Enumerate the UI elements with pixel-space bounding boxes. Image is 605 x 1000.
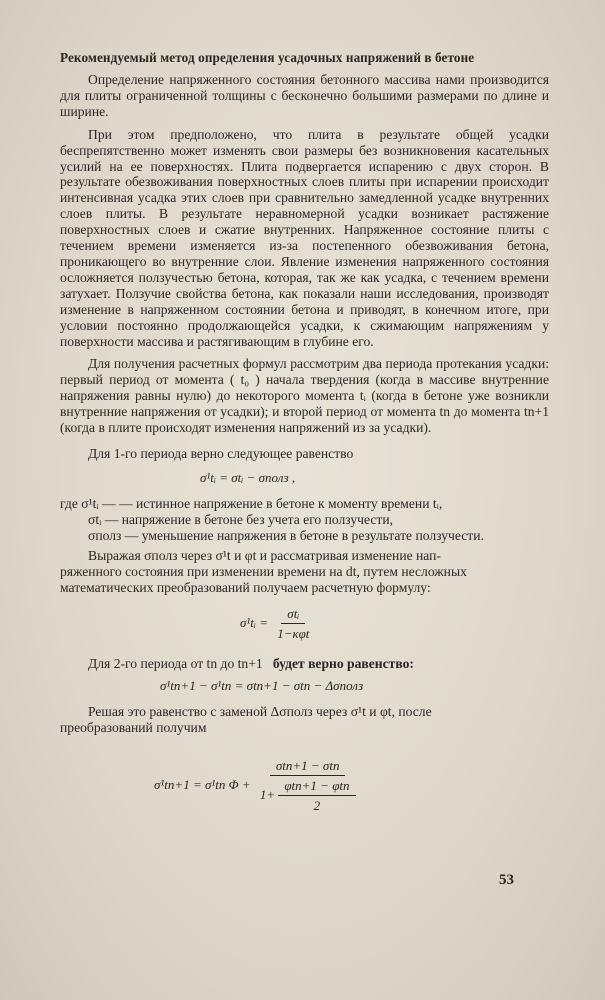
formula-2-denominator: 1−кφt bbox=[277, 625, 310, 641]
solving-line-1: Решая это равенство с заменой Δσполз через σ¹t и φt, после bbox=[88, 703, 432, 719]
period1-intro: Для 1-го периода верно следующее равенство bbox=[88, 445, 354, 461]
formula-4-lhs: σ¹tn+1 = σ¹tn Φ + bbox=[154, 776, 251, 792]
formula-4-fraction bbox=[254, 758, 362, 814]
formula-2-lhs: σ¹tᵢ = bbox=[240, 614, 268, 630]
formula-1: σ¹tᵢ = σtᵢ − σполз , bbox=[200, 469, 296, 485]
formula-2 bbox=[240, 606, 549, 642]
period2-intro-bold: будет верно равенство: bbox=[272, 655, 414, 671]
period2-intro-text: Для 2-го периода от tn до tn+1 bbox=[88, 655, 263, 671]
formula-4-inner-denominator: 2 bbox=[313, 797, 321, 813]
formula-4-denominator bbox=[254, 776, 362, 814]
solving-line-2: преобразований получим bbox=[60, 719, 207, 735]
expressing-line-2: ряженного состояния при изменении времени на dt, путем несложных bbox=[60, 563, 467, 579]
definition-1: где σ¹tᵢ — — истинное напряжение в бетоне к моменту времени tᵢ, bbox=[60, 495, 443, 511]
formula-2-numerator: σtᵢ bbox=[281, 606, 305, 624]
formula-2-fraction bbox=[271, 606, 315, 642]
definition-2: σtᵢ — напряжение в бетоне без учета его ползучести, bbox=[88, 511, 394, 527]
period2-intro bbox=[60, 656, 549, 672]
formula-3: σ¹tn+1 − σ¹tn = σtn+1 − σtn − Δσполз bbox=[160, 677, 364, 693]
definition-3: σполз — уменьшение напряжения в бетоне в результате ползучести. bbox=[88, 527, 484, 543]
paragraph-3: Для получения расчетных формул рассмотрим два периода протекания усадки: первый период от момента ( t₀ ) начала твердения (когда в массиве внутренние напряжения равны нулю) до некоторого момента tᵢ (когда в бетоне уже возникли внутренние напряжения от усадки); и второй период от момента tn до момента tn+1 (когда в плите происходят изменения напряжений из за усадки). bbox=[60, 356, 549, 436]
formula-4-denominator-prefix: 1+ bbox=[259, 786, 276, 802]
expressing-line-1: Выражая σполз через σ¹t и φt и рассматривая изменение нап- bbox=[88, 547, 441, 563]
paragraph-1: Определение напряженного состояния бетонного массива нами производится для плиты ограниченной толщины с бесконечно большими размерами по длине и ширине. bbox=[60, 72, 549, 119]
paragraph-2: При этом предположено, что плита в результате общей усадки беспрепятственно может изменять свои размеры без возникновения касательных усилий на ее поверхностях. Плита подвергается испарению с двух сторон. В результате обезвоживания поверхностных слоев плиты при испарении происходит интенсивная усадка этих слоев при сравнительно замедленной усадке внутренних слоев плиты. В результате неравномерной усадки возникает растяжение поверхностных слоев и сжатие внутренних. Напряженное состояние плиты с течением времени изменяется из-за постепенного обезвоживания бетона, проникающего во внутренние слои. Явление изменения напряженного состояния осложняется ползучестью бетона, которая, так же как усадка, с течением времени затухает. Ползучие свойства бетона, как показали наши исследования, производят изменение в напряженном состоянии бетона и приводят, в конечном итоге, при условии постоянно продолжающейся усадки, к сжимающим напряжениям у поверхности массива и растягивающим в глубине его. bbox=[60, 126, 549, 349]
page-number: 53 bbox=[499, 872, 514, 888]
expressing-line-3: математических преобразований получаем расчетную формулу: bbox=[60, 579, 431, 595]
formula-4-numerator: σtn+1 − σtn bbox=[270, 758, 346, 776]
formula-4-inner-fraction bbox=[278, 778, 355, 814]
formula-4-inner-numerator: φtn+1 − φtn bbox=[278, 778, 355, 796]
formula-4 bbox=[154, 758, 549, 814]
section-title: Рекомендуемый метод определения усадочных напряжений в бетоне bbox=[60, 50, 475, 65]
